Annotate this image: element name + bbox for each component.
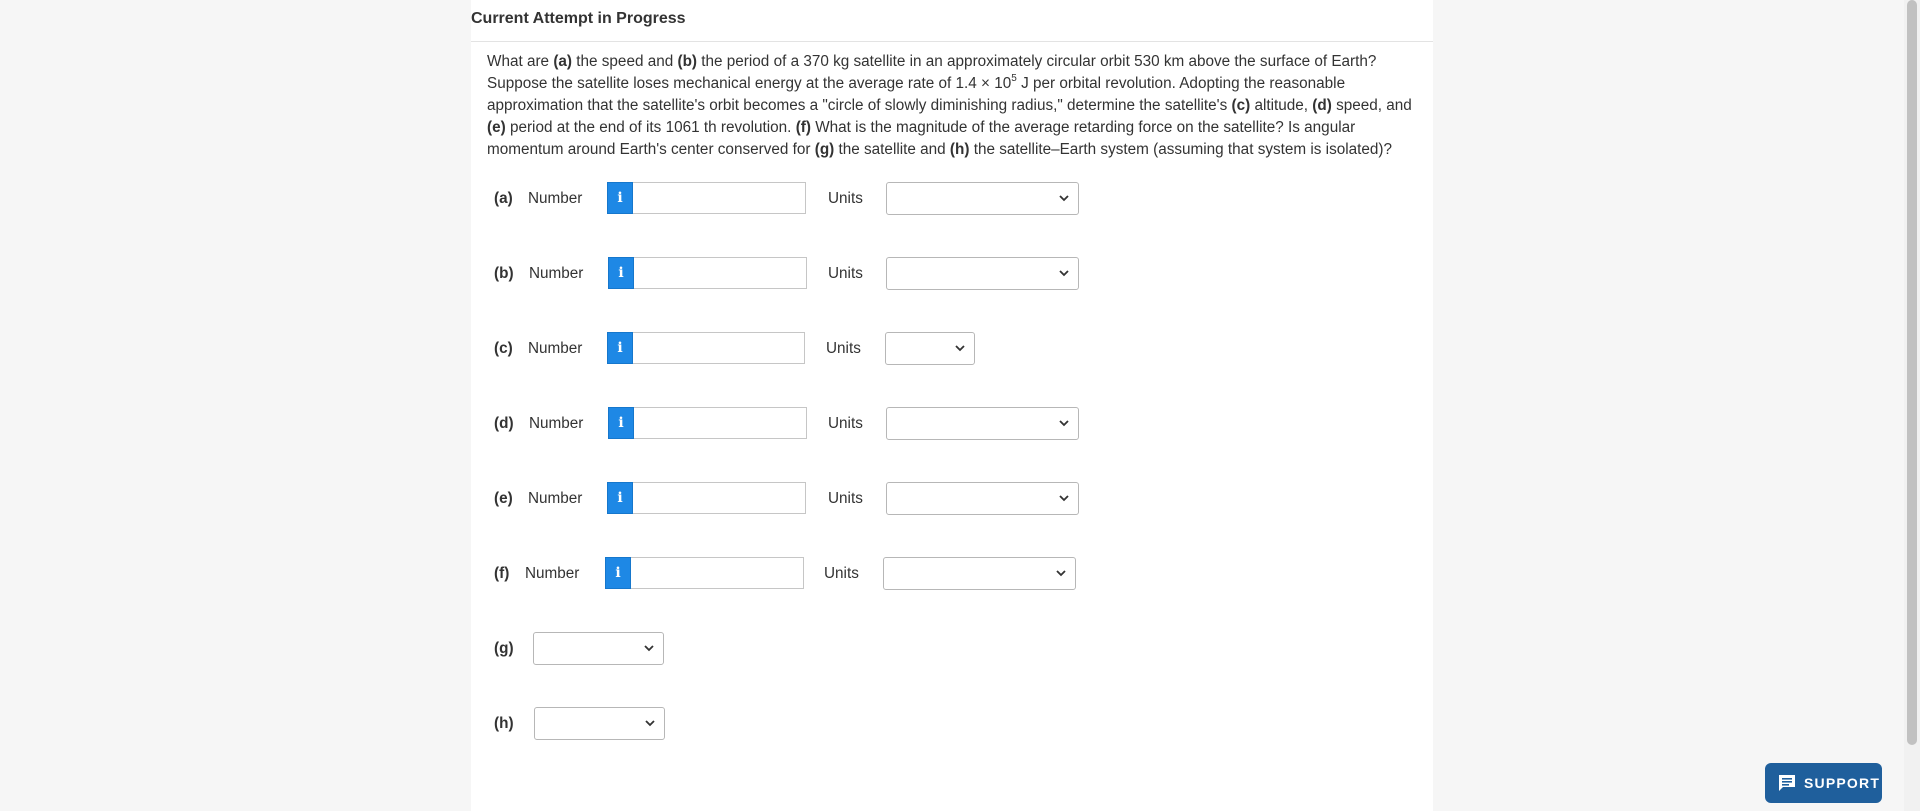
number-input-d[interactable] xyxy=(634,407,807,439)
units-label: Units xyxy=(828,415,863,432)
answer-row-h xyxy=(494,707,794,741)
chevron-down-icon xyxy=(954,342,966,354)
answer-row-f xyxy=(494,557,1094,591)
part-label: (e) xyxy=(494,490,513,507)
scrollbar-thumb[interactable] xyxy=(1907,0,1917,745)
answer-row-e xyxy=(494,482,1094,516)
number-input-b[interactable] xyxy=(634,257,807,289)
number-input-a[interactable] xyxy=(633,182,806,214)
number-label: Number xyxy=(525,565,580,582)
number-input-f[interactable] xyxy=(631,557,804,589)
conserved-select-h[interactable] xyxy=(534,707,665,740)
units-label: Units xyxy=(826,340,861,357)
scrollbar[interactable] xyxy=(1904,0,1920,811)
number-input-c[interactable] xyxy=(633,332,805,364)
chevron-down-icon xyxy=(1058,492,1070,504)
part-label: (c) xyxy=(494,340,513,357)
info-icon[interactable]: i xyxy=(608,407,634,439)
support-label: SUPPORT xyxy=(1804,775,1881,791)
chat-icon xyxy=(1777,773,1797,793)
part-label: (h) xyxy=(494,715,514,732)
units-select-b[interactable] xyxy=(886,257,1079,290)
support-button[interactable] xyxy=(1765,763,1882,803)
units-label: Units xyxy=(824,565,859,582)
units-label: Units xyxy=(828,265,863,282)
answer-row-d xyxy=(494,407,1094,441)
chevron-down-icon xyxy=(1055,567,1067,579)
part-label: (g) xyxy=(494,640,514,657)
part-label: (b) xyxy=(494,265,514,282)
info-icon[interactable]: i xyxy=(607,482,633,514)
number-label: Number xyxy=(529,265,584,282)
chevron-down-icon xyxy=(1058,417,1070,429)
question-text: What are (a) the speed and (b) the period of a 370 kg satellite in an approximately circular orbit 530 km above the surface of Earth? Suppose the satellite loses mechanical energy at the average rate of $1.4 \times 10^5$ J per orbital revolution. Adopting the reasonable approximation that the satellite's orbit becomes a "circle of slowly diminishing radius," determine the satellite's (c) altitude, (d) speed, and (e) period at the end of its 1061 th revolution. (f) What is the magnitude of the average retarding force on the satellite? Is angular momentum around Earth's center conserved for (g) the satellite and (h) the satellite–Earth system (assuming that system is isolated)? xyxy=(487,53,1412,158)
answer-row-b xyxy=(494,257,1094,291)
info-icon[interactable]: i xyxy=(605,557,631,589)
part-label: (d) xyxy=(494,415,514,432)
units-label: Units xyxy=(828,190,863,207)
units-label: Units xyxy=(828,490,863,507)
part-label: (f) xyxy=(494,565,510,582)
units-select-d[interactable] xyxy=(886,407,1079,440)
number-label: Number xyxy=(529,415,584,432)
number-label: Number xyxy=(528,490,583,507)
units-select-e[interactable] xyxy=(886,482,1079,515)
part-label: (a) xyxy=(494,190,513,207)
answer-row-a xyxy=(494,182,1094,216)
units-select-f[interactable] xyxy=(883,557,1076,590)
page-title: Current Attempt in Progress xyxy=(471,10,686,27)
number-label: Number xyxy=(528,190,583,207)
number-label: Number xyxy=(528,340,583,357)
units-select-a[interactable] xyxy=(886,182,1079,215)
answer-row-g xyxy=(494,632,794,666)
chevron-down-icon xyxy=(1058,192,1070,204)
info-icon[interactable]: i xyxy=(607,182,633,214)
answer-row-c xyxy=(494,332,1094,366)
chevron-down-icon xyxy=(643,642,655,654)
units-select-c[interactable] xyxy=(885,332,975,365)
attempt-header xyxy=(471,0,1433,42)
conserved-select-g[interactable] xyxy=(533,632,664,665)
chevron-down-icon xyxy=(644,717,656,729)
info-icon[interactable]: i xyxy=(608,257,634,289)
info-icon[interactable]: i xyxy=(607,332,633,364)
chevron-down-icon xyxy=(1058,267,1070,279)
number-input-e[interactable] xyxy=(633,482,806,514)
